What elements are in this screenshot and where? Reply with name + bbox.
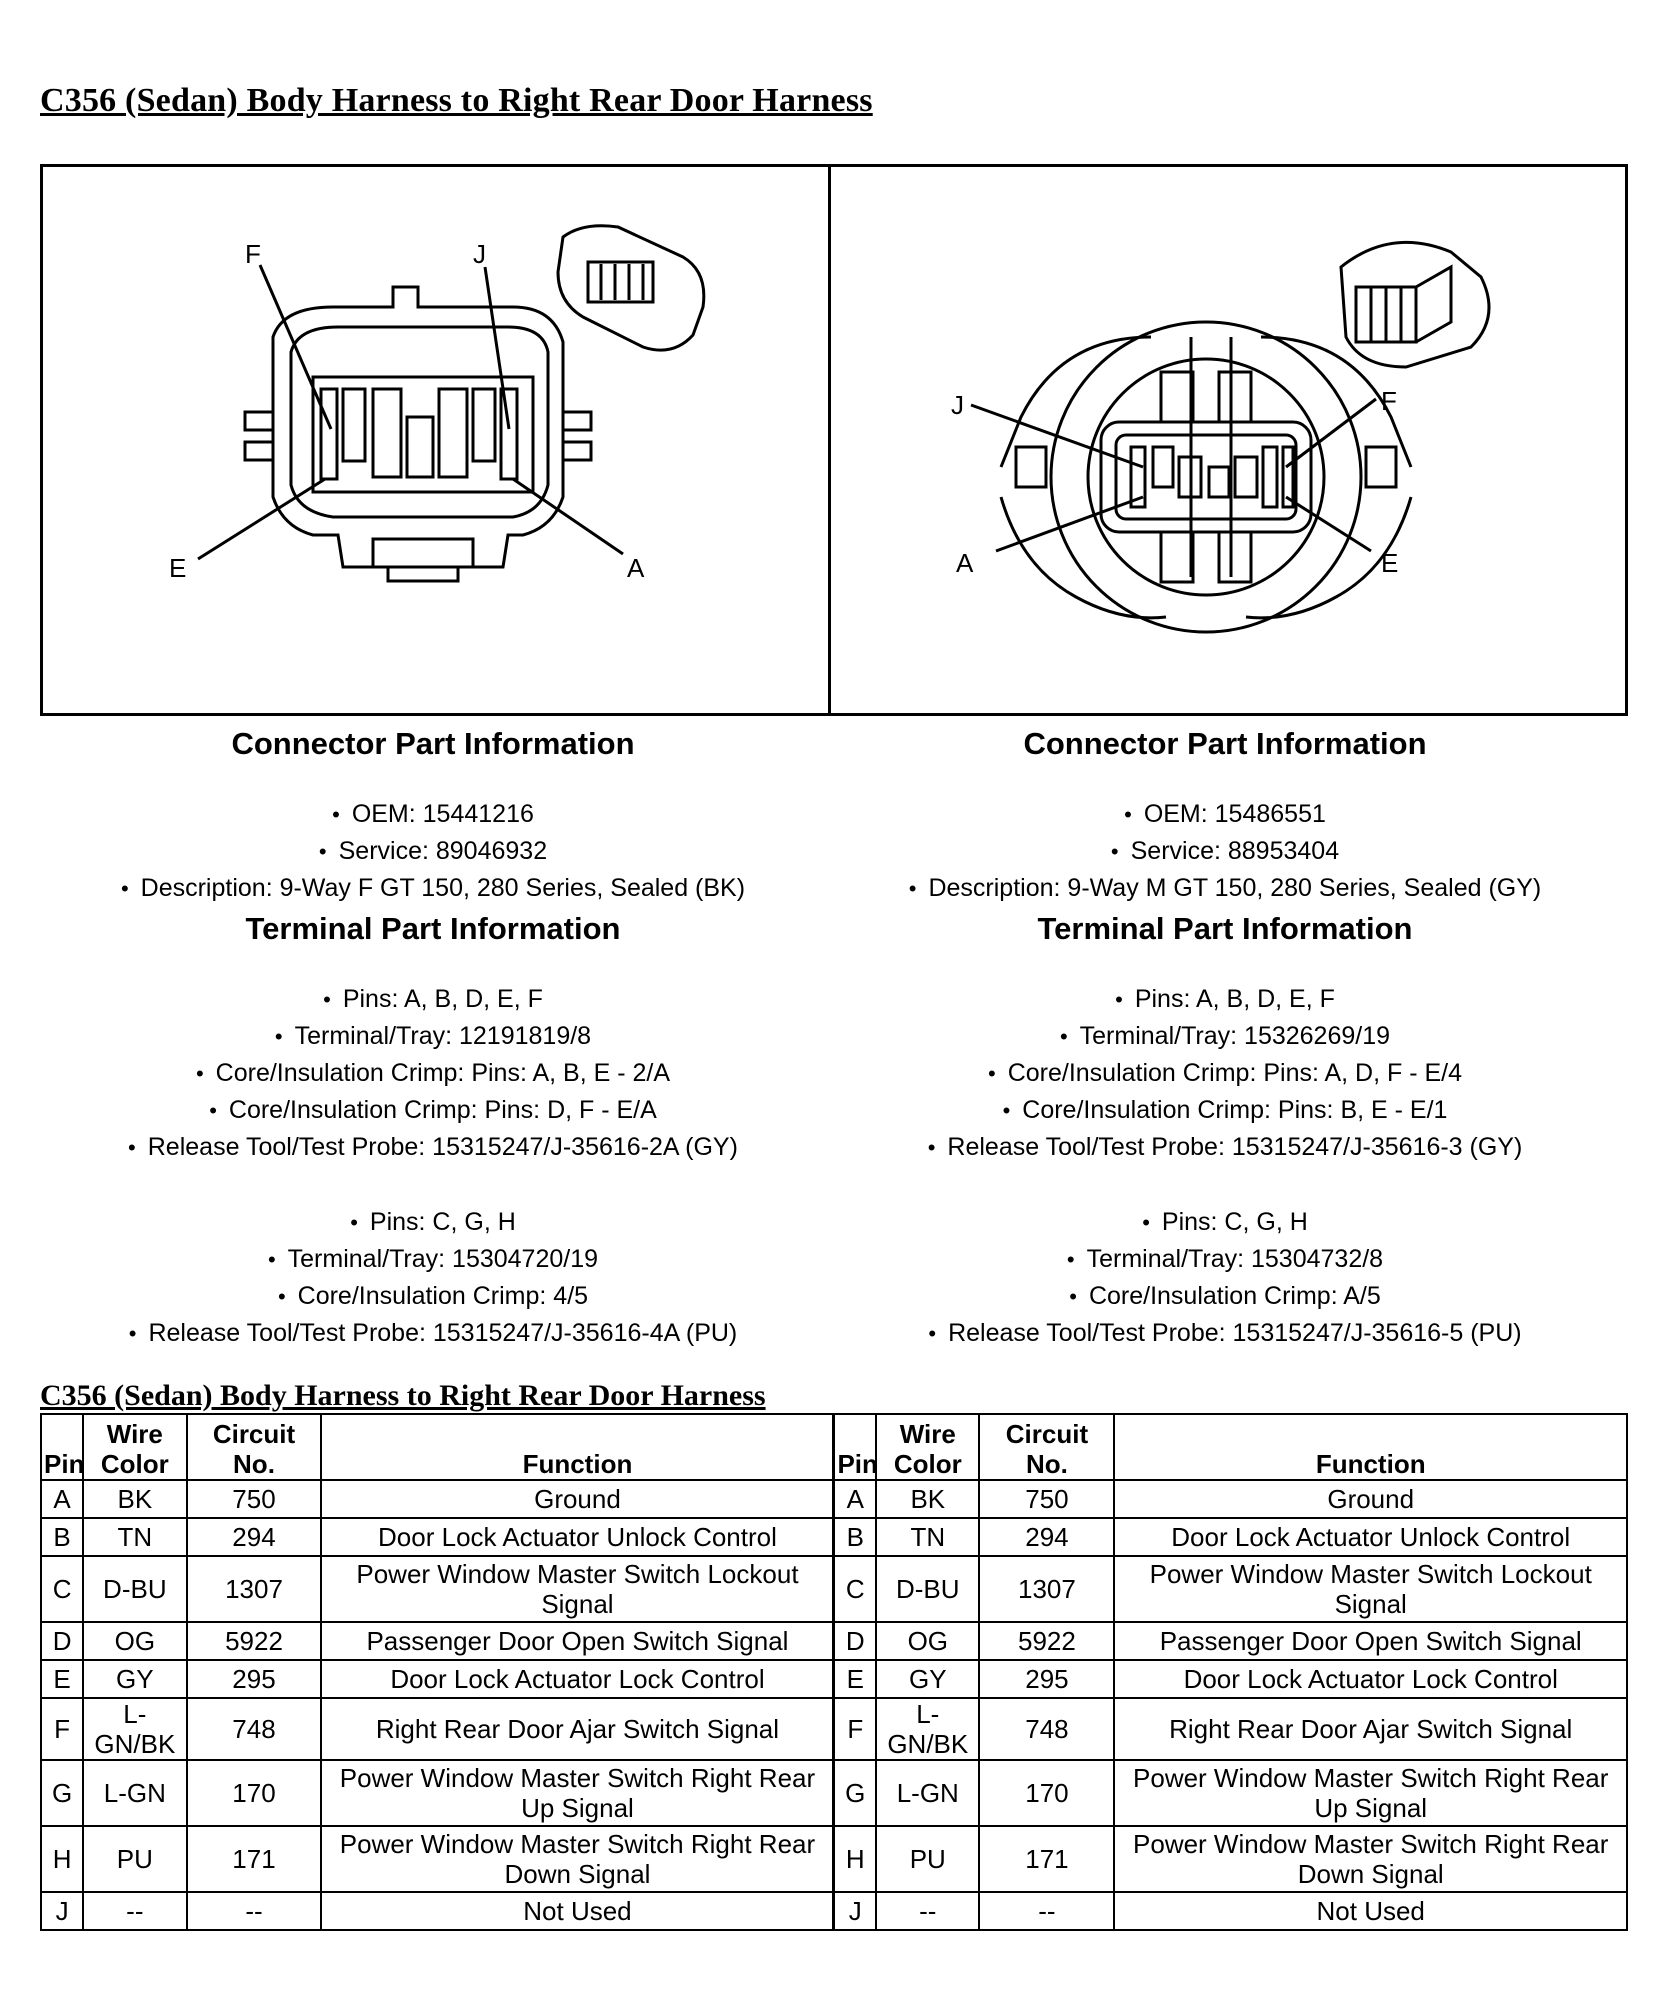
right-pin-cell: A xyxy=(834,1480,876,1518)
right-g2-pins: • Pins: C, G, H xyxy=(830,1204,1620,1241)
left-function-cell: Right Rear Door Ajar Switch Signal xyxy=(321,1698,833,1760)
left-wire-color-cell: TN xyxy=(83,1518,186,1556)
table-row xyxy=(41,1556,1627,1622)
left-terminal-group-2 xyxy=(38,1204,828,1352)
left-circuit-no-cell: 295 xyxy=(187,1660,322,1698)
left-part-information xyxy=(38,722,828,1352)
right-wire-color-cell: OG xyxy=(876,1622,979,1660)
right-circuit-no-cell: -- xyxy=(979,1892,1114,1930)
left-pin-cell: F xyxy=(41,1698,83,1760)
right-label-a: A xyxy=(956,548,974,578)
right-function-cell: Power Window Master Switch Right Rear Down Signal xyxy=(1114,1826,1627,1892)
right-circuit-no-cell: 748 xyxy=(979,1698,1114,1760)
right-g1-pins: • Pins: A, B, D, E, F xyxy=(830,981,1620,1018)
table-row xyxy=(41,1622,1627,1660)
left-circuit-no-cell: 171 xyxy=(187,1826,322,1892)
right-pin-cell: C xyxy=(834,1556,876,1622)
left-wire-color-cell: PU xyxy=(83,1826,186,1892)
left-pin-cell: C xyxy=(41,1556,83,1622)
right-label-e: E xyxy=(1381,548,1399,578)
right-function-cell: Power Window Master Switch Right Rear Up Signal xyxy=(1114,1760,1627,1826)
left-circuit-no-cell: 748 xyxy=(187,1698,322,1760)
left-connector-list xyxy=(38,796,828,907)
right-wire-color-cell: GY xyxy=(876,1660,979,1698)
left-pin-cell: B xyxy=(41,1518,83,1556)
right-pin-cell: D xyxy=(834,1622,876,1660)
pinout-table xyxy=(40,1413,1628,1931)
right-circuit-no-cell: 294 xyxy=(979,1518,1114,1556)
right-function-cell: Not Used xyxy=(1114,1892,1627,1930)
right-wire-color-cell: D-BU xyxy=(876,1556,979,1622)
left-connector-heading: Connector Part Information xyxy=(231,726,635,761)
left-function-cell: Passenger Door Open Switch Signal xyxy=(321,1622,833,1660)
left-wire-color-cell: OG xyxy=(83,1622,186,1660)
right-g2-release-tool: • Release Tool/Test Probe: 15315247/J-35616-5 (PU) xyxy=(830,1315,1620,1352)
left-pin-cell: G xyxy=(41,1760,83,1826)
left-pin-cell: A xyxy=(41,1480,83,1518)
right-function-cell: Power Window Master Switch Lockout Signal xyxy=(1114,1556,1627,1622)
right-circuit-no-cell: 750 xyxy=(979,1480,1114,1518)
right-pin-cell: G xyxy=(834,1760,876,1826)
right-connector-list xyxy=(830,796,1620,907)
header-wire-color-left: Wire Color xyxy=(83,1414,186,1480)
right-circuit-no-cell: 5922 xyxy=(979,1622,1114,1660)
right-circuit-no-cell: 295 xyxy=(979,1660,1114,1698)
right-wire-color-cell: L-GN xyxy=(876,1760,979,1826)
left-g2-release-tool: • Release Tool/Test Probe: 15315247/J-35616-4A (PU) xyxy=(38,1315,828,1352)
right-circuit-no-cell: 171 xyxy=(979,1826,1114,1892)
left-g1-pins: • Pins: A, B, D, E, F xyxy=(38,981,828,1018)
left-wire-color-cell: -- xyxy=(83,1892,186,1930)
left-terminal-group-1 xyxy=(38,981,828,1166)
right-function-cell: Door Lock Actuator Lock Control xyxy=(1114,1660,1627,1698)
left-pin-cell: H xyxy=(41,1826,83,1892)
left-pin-cell: D xyxy=(41,1622,83,1660)
left-label-a: A xyxy=(627,553,645,583)
left-g2-terminal-tray: • Terminal/Tray: 15304720/19 xyxy=(38,1241,828,1278)
right-connector-heading: Connector Part Information xyxy=(1023,726,1427,761)
right-function-cell: Passenger Door Open Switch Signal xyxy=(1114,1622,1627,1660)
left-function-cell: Power Window Master Switch Right Rear Up Signal xyxy=(321,1760,833,1826)
left-function-cell: Door Lock Actuator Lock Control xyxy=(321,1660,833,1698)
header-pin-left: Pin xyxy=(41,1414,83,1480)
right-pin-cell: H xyxy=(834,1826,876,1892)
right-label-j: J xyxy=(951,390,964,420)
table-row xyxy=(41,1760,1627,1826)
left-g1-crimp-1: • Core/Insulation Crimp: Pins: A, B, E - 2/A xyxy=(38,1055,828,1092)
table-row xyxy=(41,1480,1627,1518)
left-circuit-no-cell: 1307 xyxy=(187,1556,322,1622)
left-g1-terminal-tray: • Terminal/Tray: 12191819/8 xyxy=(38,1018,828,1055)
right-g1-release-tool: • Release Tool/Test Probe: 15315247/J-35616-3 (GY) xyxy=(830,1129,1620,1166)
left-circuit-no-cell: -- xyxy=(187,1892,322,1930)
right-label-f: F xyxy=(1381,386,1397,416)
left-service: • Service: 89046932 xyxy=(38,833,828,870)
table-row xyxy=(41,1660,1627,1698)
pinout-table-body xyxy=(41,1480,1627,1930)
table-row xyxy=(41,1698,1627,1760)
left-wire-color-cell: BK xyxy=(83,1480,186,1518)
right-wire-color-cell: BK xyxy=(876,1480,979,1518)
left-function-cell: Power Window Master Switch Right Rear Down Signal xyxy=(321,1826,833,1892)
right-terminal-group-1 xyxy=(830,981,1620,1166)
left-wire-color-cell: GY xyxy=(83,1660,186,1698)
left-pin-cell: J xyxy=(41,1892,83,1930)
page-title: C356 (Sedan) Body Harness to Right Rear Door Harness xyxy=(40,82,873,119)
right-pin-cell: J xyxy=(834,1892,876,1930)
left-circuit-no-cell: 750 xyxy=(187,1480,322,1518)
right-g1-terminal-tray: • Terminal/Tray: 15326269/19 xyxy=(830,1018,1620,1055)
left-function-cell: Power Window Master Switch Lockout Signal xyxy=(321,1556,833,1622)
right-wire-color-cell: PU xyxy=(876,1826,979,1892)
left-wire-color-cell: D-BU xyxy=(83,1556,186,1622)
left-label-f: F xyxy=(245,239,261,269)
table-header-row xyxy=(41,1414,1627,1480)
left-function-cell: Ground xyxy=(321,1480,833,1518)
right-g2-terminal-tray: • Terminal/Tray: 15304732/8 xyxy=(830,1241,1620,1278)
left-circuit-no-cell: 170 xyxy=(187,1760,322,1826)
right-function-cell: Right Rear Door Ajar Switch Signal xyxy=(1114,1698,1627,1760)
header-function-left: Function xyxy=(321,1414,833,1480)
right-function-cell: Ground xyxy=(1114,1480,1627,1518)
right-connector-face-diagram xyxy=(831,167,1625,713)
left-connector-face-diagram xyxy=(43,167,827,713)
left-description: • Description: 9-Way F GT 150, 280 Series, Sealed (BK) xyxy=(38,870,828,907)
right-wire-color-cell: L-GN/BK xyxy=(876,1698,979,1760)
left-g2-pins: • Pins: C, G, H xyxy=(38,1204,828,1241)
left-terminal-heading: Terminal Part Information xyxy=(245,911,621,946)
right-pin-cell: B xyxy=(834,1518,876,1556)
left-function-cell: Door Lock Actuator Unlock Control xyxy=(321,1518,833,1556)
header-circuit-no-right: Circuit No. xyxy=(979,1414,1114,1480)
left-g1-release-tool: • Release Tool/Test Probe: 15315247/J-35616-2A (GY) xyxy=(38,1129,828,1166)
right-pin-cell: E xyxy=(834,1660,876,1698)
left-g2-crimp: • Core/Insulation Crimp: 4/5 xyxy=(38,1278,828,1315)
header-function-right: Function xyxy=(1114,1414,1627,1480)
right-g1-crimp-2: • Core/Insulation Crimp: Pins: B, E - E/1 xyxy=(830,1092,1620,1129)
left-g1-crimp-2: • Core/Insulation Crimp: Pins: D, F - E/A xyxy=(38,1092,828,1129)
right-wire-color-cell: -- xyxy=(876,1892,979,1930)
right-g2-crimp: • Core/Insulation Crimp: A/5 xyxy=(830,1278,1620,1315)
right-circuit-no-cell: 170 xyxy=(979,1760,1114,1826)
right-oem: • OEM: 15486551 xyxy=(830,796,1620,833)
left-label-j: J xyxy=(473,239,486,269)
left-function-cell: Not Used xyxy=(321,1892,833,1930)
left-wire-color-cell: L-GN/BK xyxy=(83,1698,186,1760)
table-row xyxy=(41,1518,1627,1556)
table-row xyxy=(41,1892,1627,1930)
table-title: C356 (Sedan) Body Harness to Right Rear Door Harness xyxy=(40,1379,766,1412)
header-pin-right: Pin xyxy=(834,1414,876,1480)
right-terminal-heading: Terminal Part Information xyxy=(1037,911,1413,946)
right-wire-color-cell: TN xyxy=(876,1518,979,1556)
right-g1-crimp-1: • Core/Insulation Crimp: Pins: A, D, F - E/4 xyxy=(830,1055,1620,1092)
header-circuit-no-left: Circuit No. xyxy=(187,1414,322,1480)
right-service: • Service: 88953404 xyxy=(830,833,1620,870)
table-row xyxy=(41,1826,1627,1892)
right-function-cell: Door Lock Actuator Unlock Control xyxy=(1114,1518,1627,1556)
right-terminal-group-2 xyxy=(830,1204,1620,1352)
right-circuit-no-cell: 1307 xyxy=(979,1556,1114,1622)
left-pin-cell: E xyxy=(41,1660,83,1698)
left-wire-color-cell: L-GN xyxy=(83,1760,186,1826)
left-circuit-no-cell: 294 xyxy=(187,1518,322,1556)
right-description: • Description: 9-Way M GT 150, 280 Series, Sealed (GY) xyxy=(830,870,1620,907)
left-circuit-no-cell: 5922 xyxy=(187,1622,322,1660)
right-pin-cell: F xyxy=(834,1698,876,1760)
header-wire-color-right: Wire Color xyxy=(876,1414,979,1480)
right-part-information xyxy=(830,722,1620,1352)
left-oem: • OEM: 15441216 xyxy=(38,796,828,833)
left-label-e: E xyxy=(169,553,187,583)
